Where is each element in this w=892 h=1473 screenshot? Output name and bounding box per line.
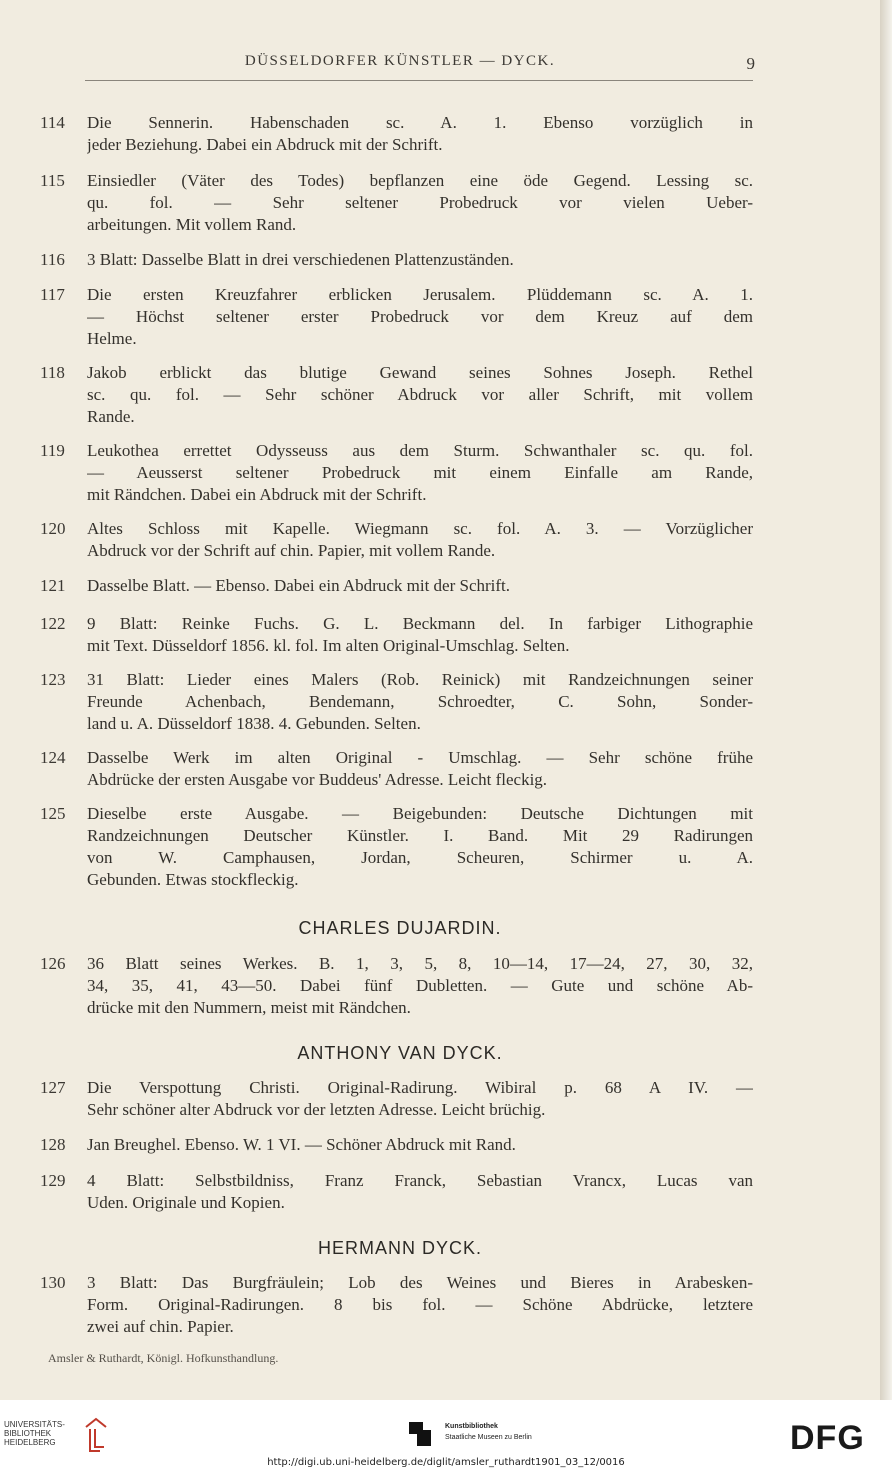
entry-line: land u. A. Düsseldorf 1838. 4. Gebunden. Selten. xyxy=(87,714,421,733)
entry-line: Jakob erblickt das blutige Gewand seines Sohnes Joseph. Rethel xyxy=(87,363,753,382)
entry-line: 31 Blatt: Lieder eines Malers (Rob. Reinick) mit Randzeichnungen seiner xyxy=(87,670,753,689)
entry-text xyxy=(87,362,753,428)
entry-line: Altes Schloss mit Kapelle. Wiegmann sc. fol. A. 3. — Vorzüglicher xyxy=(87,519,753,538)
entry-line: Abdrücke der ersten Ausgabe vor Buddeus' Adresse. Leicht fleckig. xyxy=(87,770,548,789)
entry-text xyxy=(87,953,753,1019)
entry-line: arbeitungen. Mit vollem Rand. xyxy=(87,215,297,234)
running-head: DÜSSELDORFER KÜNSTLER — DYCK. xyxy=(244,53,556,69)
entry-line: — Höchst seltener erster Probedruck vor dem Kreuz auf dem xyxy=(87,307,753,326)
entry-number: 125 xyxy=(40,804,66,823)
entry-line: 4 Blatt: Selbstbildniss, Franz Franck, Sebastian Vrancx, Lucas van xyxy=(87,1171,753,1190)
entry-line: Einsiedler (Väter des Todes) bepflanzen eine öde Gegend. Lessing sc. xyxy=(87,171,753,190)
entry-number: 123 xyxy=(40,670,66,689)
entry-number: 130 xyxy=(40,1273,66,1292)
kb-subtitle: Staatliche Museen zu Berlin xyxy=(445,1434,532,1441)
publisher-footer: Amsler & Ruthardt, Königl. Hofkunsthandlung. xyxy=(48,1351,279,1365)
entry-number: 120 xyxy=(40,519,66,538)
entry-number: 115 xyxy=(40,171,65,190)
entry-text xyxy=(87,1134,753,1156)
page-edge xyxy=(880,0,892,1400)
entry-text xyxy=(87,803,753,891)
entry-number: 124 xyxy=(40,748,66,767)
entry-line: Uden. Originale und Kopien. xyxy=(87,1193,285,1212)
entry-line: mit Text. Düsseldorf 1856. kl. fol. Im alten Original-Umschlag. Selten. xyxy=(87,636,570,655)
entry-line: 3 Blatt: Das Burgfräulein; Lob des Weines und Bieres in Arabesken- xyxy=(87,1273,753,1292)
source-url-link[interactable]: http://digi.ub.uni-heidelberg.de/diglit/amsler_ruthardt1901_03_12/0016 xyxy=(267,1457,625,1468)
entry-number: 116 xyxy=(40,250,65,269)
entry-line: 34, 35, 41, 43—50. Dabei fünf Dubletten. — Gute und schöne Ab- xyxy=(87,976,753,995)
entry-text xyxy=(87,747,753,791)
entry-line: sc. qu. fol. — Sehr schöner Abdruck vor aller Schrift, mit vollem xyxy=(87,385,753,404)
entry-line: Rande. xyxy=(87,407,135,426)
entry-line: Gebunden. Etwas stockfleckig. xyxy=(87,870,299,889)
entry-line: Randzeichnungen Deutscher Künstler. I. Band. Mit 29 Radirungen xyxy=(87,826,753,845)
entry-text xyxy=(87,1272,753,1338)
entry-line: qu. fol. — Sehr seltener Probedruck vor vielen Ueber- xyxy=(87,193,753,212)
entry-line: Die Sennerin. Habenschaden sc. A. 1. Ebenso vorzüglich in xyxy=(87,113,753,132)
entry-number: 121 xyxy=(40,576,66,595)
entry-text xyxy=(87,170,753,236)
ub-heidelberg-logo-icon[interactable] xyxy=(84,1417,110,1453)
entry-line: 9 Blatt: Reinke Fuchs. G. L. Beckmann del. In farbiger Lithographie xyxy=(87,614,753,633)
entry-line: Jan Breughel. Ebenso. W. 1 VI. — Schöner Abdruck mit Rand. xyxy=(87,1135,516,1154)
ub-line: UNIVERSITÄTS- xyxy=(4,1420,65,1429)
entry-number: 127 xyxy=(40,1078,66,1097)
dfg-logo[interactable]: DFG xyxy=(790,1419,865,1457)
entry-number: 117 xyxy=(40,285,65,304)
entry-number: 119 xyxy=(40,441,65,460)
kunstbibliothek-logo-icon[interactable] xyxy=(409,1422,439,1448)
ub-line: BIBLIOTHEK xyxy=(4,1429,52,1438)
entry-text xyxy=(87,518,753,562)
ub-line: HEIDELBERG xyxy=(4,1438,56,1447)
entry-number: 129 xyxy=(40,1171,66,1190)
entry-number: 118 xyxy=(40,363,65,382)
entry-text xyxy=(87,1077,753,1121)
entry-line: Freunde Achenbach, Bendemann, Schroedter, C. Sohn, Sonder- xyxy=(87,692,753,711)
entry-line: Abdruck vor der Schrift auf chin. Papier, mit vollem Rande. xyxy=(87,541,496,560)
section-heading: ANTHONY VAN DYCK. xyxy=(297,1043,503,1063)
entry-line: Die Verspottung Christi. Original-Radirung. Wibiral p. 68 A IV. — xyxy=(87,1078,753,1097)
ub-heidelberg-logo-text[interactable] xyxy=(4,1420,84,1447)
entry-line: 3 Blatt: Dasselbe Blatt in drei verschiedenen Plattenzuständen. xyxy=(87,250,514,269)
entry-line: drücke mit den Nummern, meist mit Rändchen. xyxy=(87,998,411,1017)
entry-line: Sehr schöner alter Abdruck vor der letzten Adresse. Leicht brüchig. xyxy=(87,1100,546,1119)
kunstbibliothek-logo-text[interactable] xyxy=(445,1421,532,1443)
entry-line: Dasselbe Werk im alten Original - Umschlag. — Sehr schöne frühe xyxy=(87,748,753,767)
entry-line: Helme. xyxy=(87,329,137,348)
entry-line: — Aeusserst seltener Probedruck mit einem Einfalle am Rande, xyxy=(87,463,753,482)
entry-text xyxy=(87,613,753,657)
entry-text xyxy=(87,440,753,506)
entry-line: Die ersten Kreuzfahrer erblicken Jerusalem. Plüddemann sc. A. 1. xyxy=(87,285,753,304)
entry-line: jeder Beziehung. Dabei ein Abdruck mit der Schrift. xyxy=(87,135,443,154)
page-number: 9 xyxy=(746,54,755,73)
entry-line: Dieselbe erste Ausgabe. — Beigebunden: Deutsche Dichtungen mit xyxy=(87,804,753,823)
entry-line: von W. Camphausen, Jordan, Scheuren, Schirmer u. A. xyxy=(87,848,753,867)
entry-text xyxy=(87,1170,753,1214)
entry-text xyxy=(87,249,753,271)
entry-line: zwei auf chin. Papier. xyxy=(87,1317,234,1336)
entry-line: Leukothea errettet Odysseuss aus dem Sturm. Schwanthaler sc. qu. fol. xyxy=(87,441,753,460)
entry-number: 128 xyxy=(40,1135,66,1154)
entry-number: 122 xyxy=(40,614,66,633)
entry-line: 36 Blatt seines Werkes. B. 1, 3, 5, 8, 10—14, 17—24, 27, 30, 32, xyxy=(87,954,753,973)
kb-title: Kunstbibliothek xyxy=(445,1423,498,1430)
entry-text xyxy=(87,284,753,350)
entry-text xyxy=(87,112,753,156)
entry-line: Form. Original-Radirungen. 8 bis fol. — Schöne Abdrücke, letztere xyxy=(87,1295,753,1314)
entry-number: 114 xyxy=(40,113,65,132)
entry-text xyxy=(87,669,753,735)
entry-line: mit Rändchen. Dabei ein Abdruck mit der Schrift. xyxy=(87,485,427,504)
section-heading: CHARLES DUJARDIN. xyxy=(298,918,502,938)
section-heading: HERMANN DYCK. xyxy=(317,1238,482,1258)
entry-text xyxy=(87,575,753,597)
entry-line: Dasselbe Blatt. — Ebenso. Dabei ein Abdruck mit der Schrift. xyxy=(87,576,511,595)
entry-number: 126 xyxy=(40,954,66,973)
